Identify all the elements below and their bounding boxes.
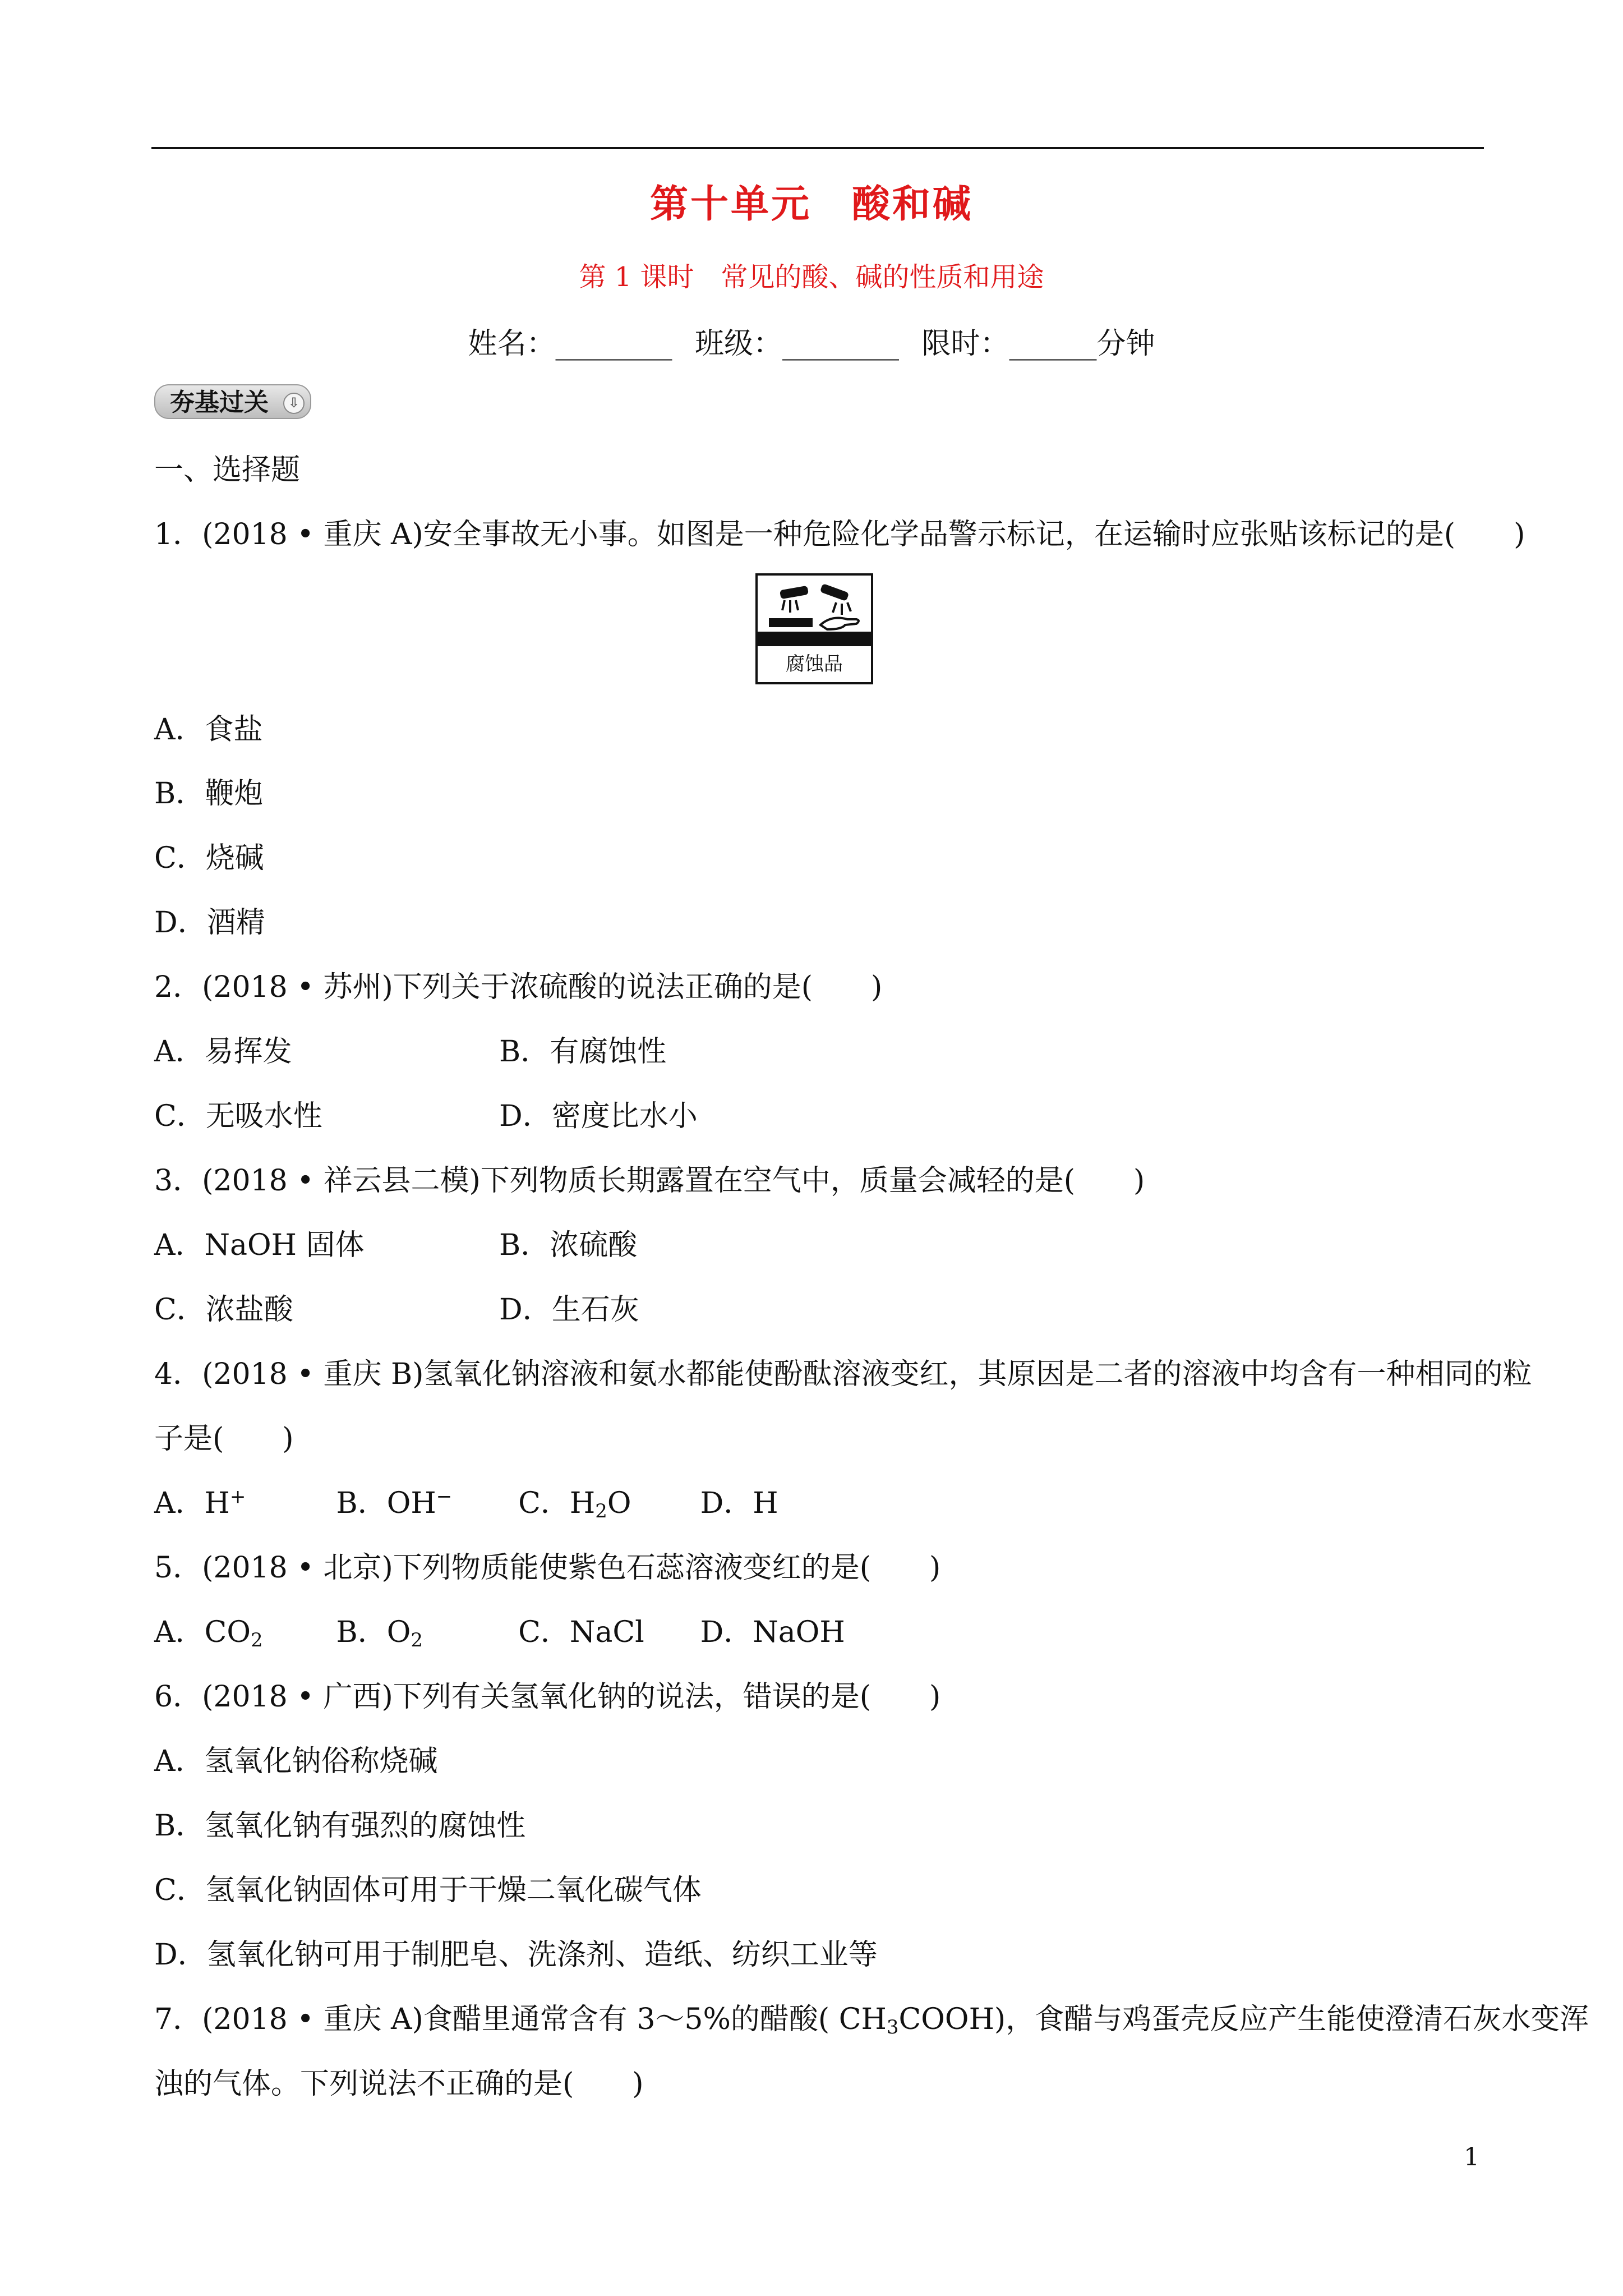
arrow-down-icon: ⇩: [283, 393, 305, 414]
question-3-stem: 3．(2018 • 祥云县二模)下列物质长期露置在空气中，质量会减轻的是( ): [154, 1164, 1145, 1198]
question-6-option-a: A．氢氧化钠俗称烧碱: [154, 1745, 438, 1778]
question-1-option-a: A．食盐: [154, 713, 263, 747]
question-5-options: [154, 1608, 873, 1651]
corrosive-icon: [758, 576, 871, 648]
question-5-option-a: A．$CO_2$: [154, 1616, 263, 1651]
lesson-subtitle: 第 1 课时 常见的酸、碱的性质和用途: [579, 261, 1044, 293]
question-7-stem-line-1: 7．(2018 • 重庆 A)食醋里通常含有 3～5%的醋酸( $CH_3COOH$)，食醋与鸡蛋壳反应产生能使澄清石灰水变浑: [154, 2003, 1589, 2039]
question-1-stem: 1．(2018 • 重庆 A)安全事故无小事。如图是一种危险化学品警示标记，在运输时应张贴该标记的是( ): [154, 518, 1525, 551]
question-5-option-d: D．NaOH: [700, 1616, 845, 1649]
question-3-option-b: B．浓硫酸: [499, 1228, 638, 1262]
question-4-options: [154, 1479, 873, 1522]
question-1-option-d: D．酒精: [154, 906, 265, 940]
class-field-label: 班级：________: [694, 327, 899, 361]
question-3-option-a: A．NaOH 固体: [154, 1228, 365, 1262]
corrosive-hazard-sign: [755, 573, 873, 684]
page-number: 1: [1464, 2143, 1479, 2171]
question-2-option-c: C．无吸水性: [154, 1099, 322, 1133]
question-3-option-d: D．生石灰: [499, 1293, 639, 1327]
section-heading: 一、选择题: [154, 453, 301, 487]
question-4-option-d: D．H: [700, 1487, 778, 1520]
unit-title: 第十单元 酸和碱: [649, 182, 973, 227]
question-4-option-c: C．$H_2O$: [518, 1487, 631, 1522]
question-5-option-b: B．$O_2$: [336, 1616, 423, 1651]
section-badge-label: 夯基过关: [170, 388, 269, 417]
question-5-option-c: C．NaCl: [518, 1616, 644, 1649]
section-badge: [154, 384, 311, 419]
question-5-stem: 5．(2018 • 北京)下列物质能使紫色石蕊溶液变红的是( ): [154, 1551, 941, 1585]
question-1-option-b: B．鞭炮: [154, 777, 264, 811]
question-4-stem-line-1: 4．(2018 • 重庆 B)氢氧化钠溶液和氨水都能使酚酞溶液变红，其原因是二者的溶液中均含有一种相同的粒: [154, 1358, 1532, 1391]
question-6-option-c: C．氢氧化钠固体可用于干燥二氧化碳气体: [154, 1874, 702, 1907]
time-limit-label: 限时：______分钟: [921, 327, 1155, 361]
question-2-stem: 2．(2018 • 苏州)下列关于浓硫酸的说法正确的是( ): [154, 970, 883, 1004]
question-6-stem: 6．(2018 • 广西)下列有关氢氧化钠的说法，错误的是( ): [154, 1680, 941, 1714]
question-1-option-c: C．烧碱: [154, 841, 264, 875]
question-4-option-a: A．H+: [154, 1485, 246, 1520]
question-4-stem-line-2: 子是( ): [154, 1422, 294, 1456]
question-4-option-b: B．OH−: [336, 1485, 453, 1520]
question-7-stem-line-2: 浊的气体。下列说法不正确的是( ): [154, 2067, 644, 2101]
question-3-option-c: C．浓盐酸: [154, 1293, 293, 1327]
question-6-option-d: D．氢氧化钠可用于制肥皂、洗涤剂、造纸、纺织工业等: [154, 1938, 878, 1972]
header-rule: [151, 147, 1484, 149]
hazard-label: 腐蚀品: [786, 653, 843, 675]
question-2-option-b: B．有腐蚀性: [499, 1035, 667, 1069]
name-field-label: 姓名：________: [468, 327, 672, 361]
question-6-option-b: B．氢氧化钠有强烈的腐蚀性: [154, 1809, 526, 1843]
question-2-option-d: D．密度比水小: [499, 1099, 698, 1133]
question-2-option-a: A．易挥发: [154, 1035, 292, 1069]
student-info-row: [0, 320, 1623, 362]
